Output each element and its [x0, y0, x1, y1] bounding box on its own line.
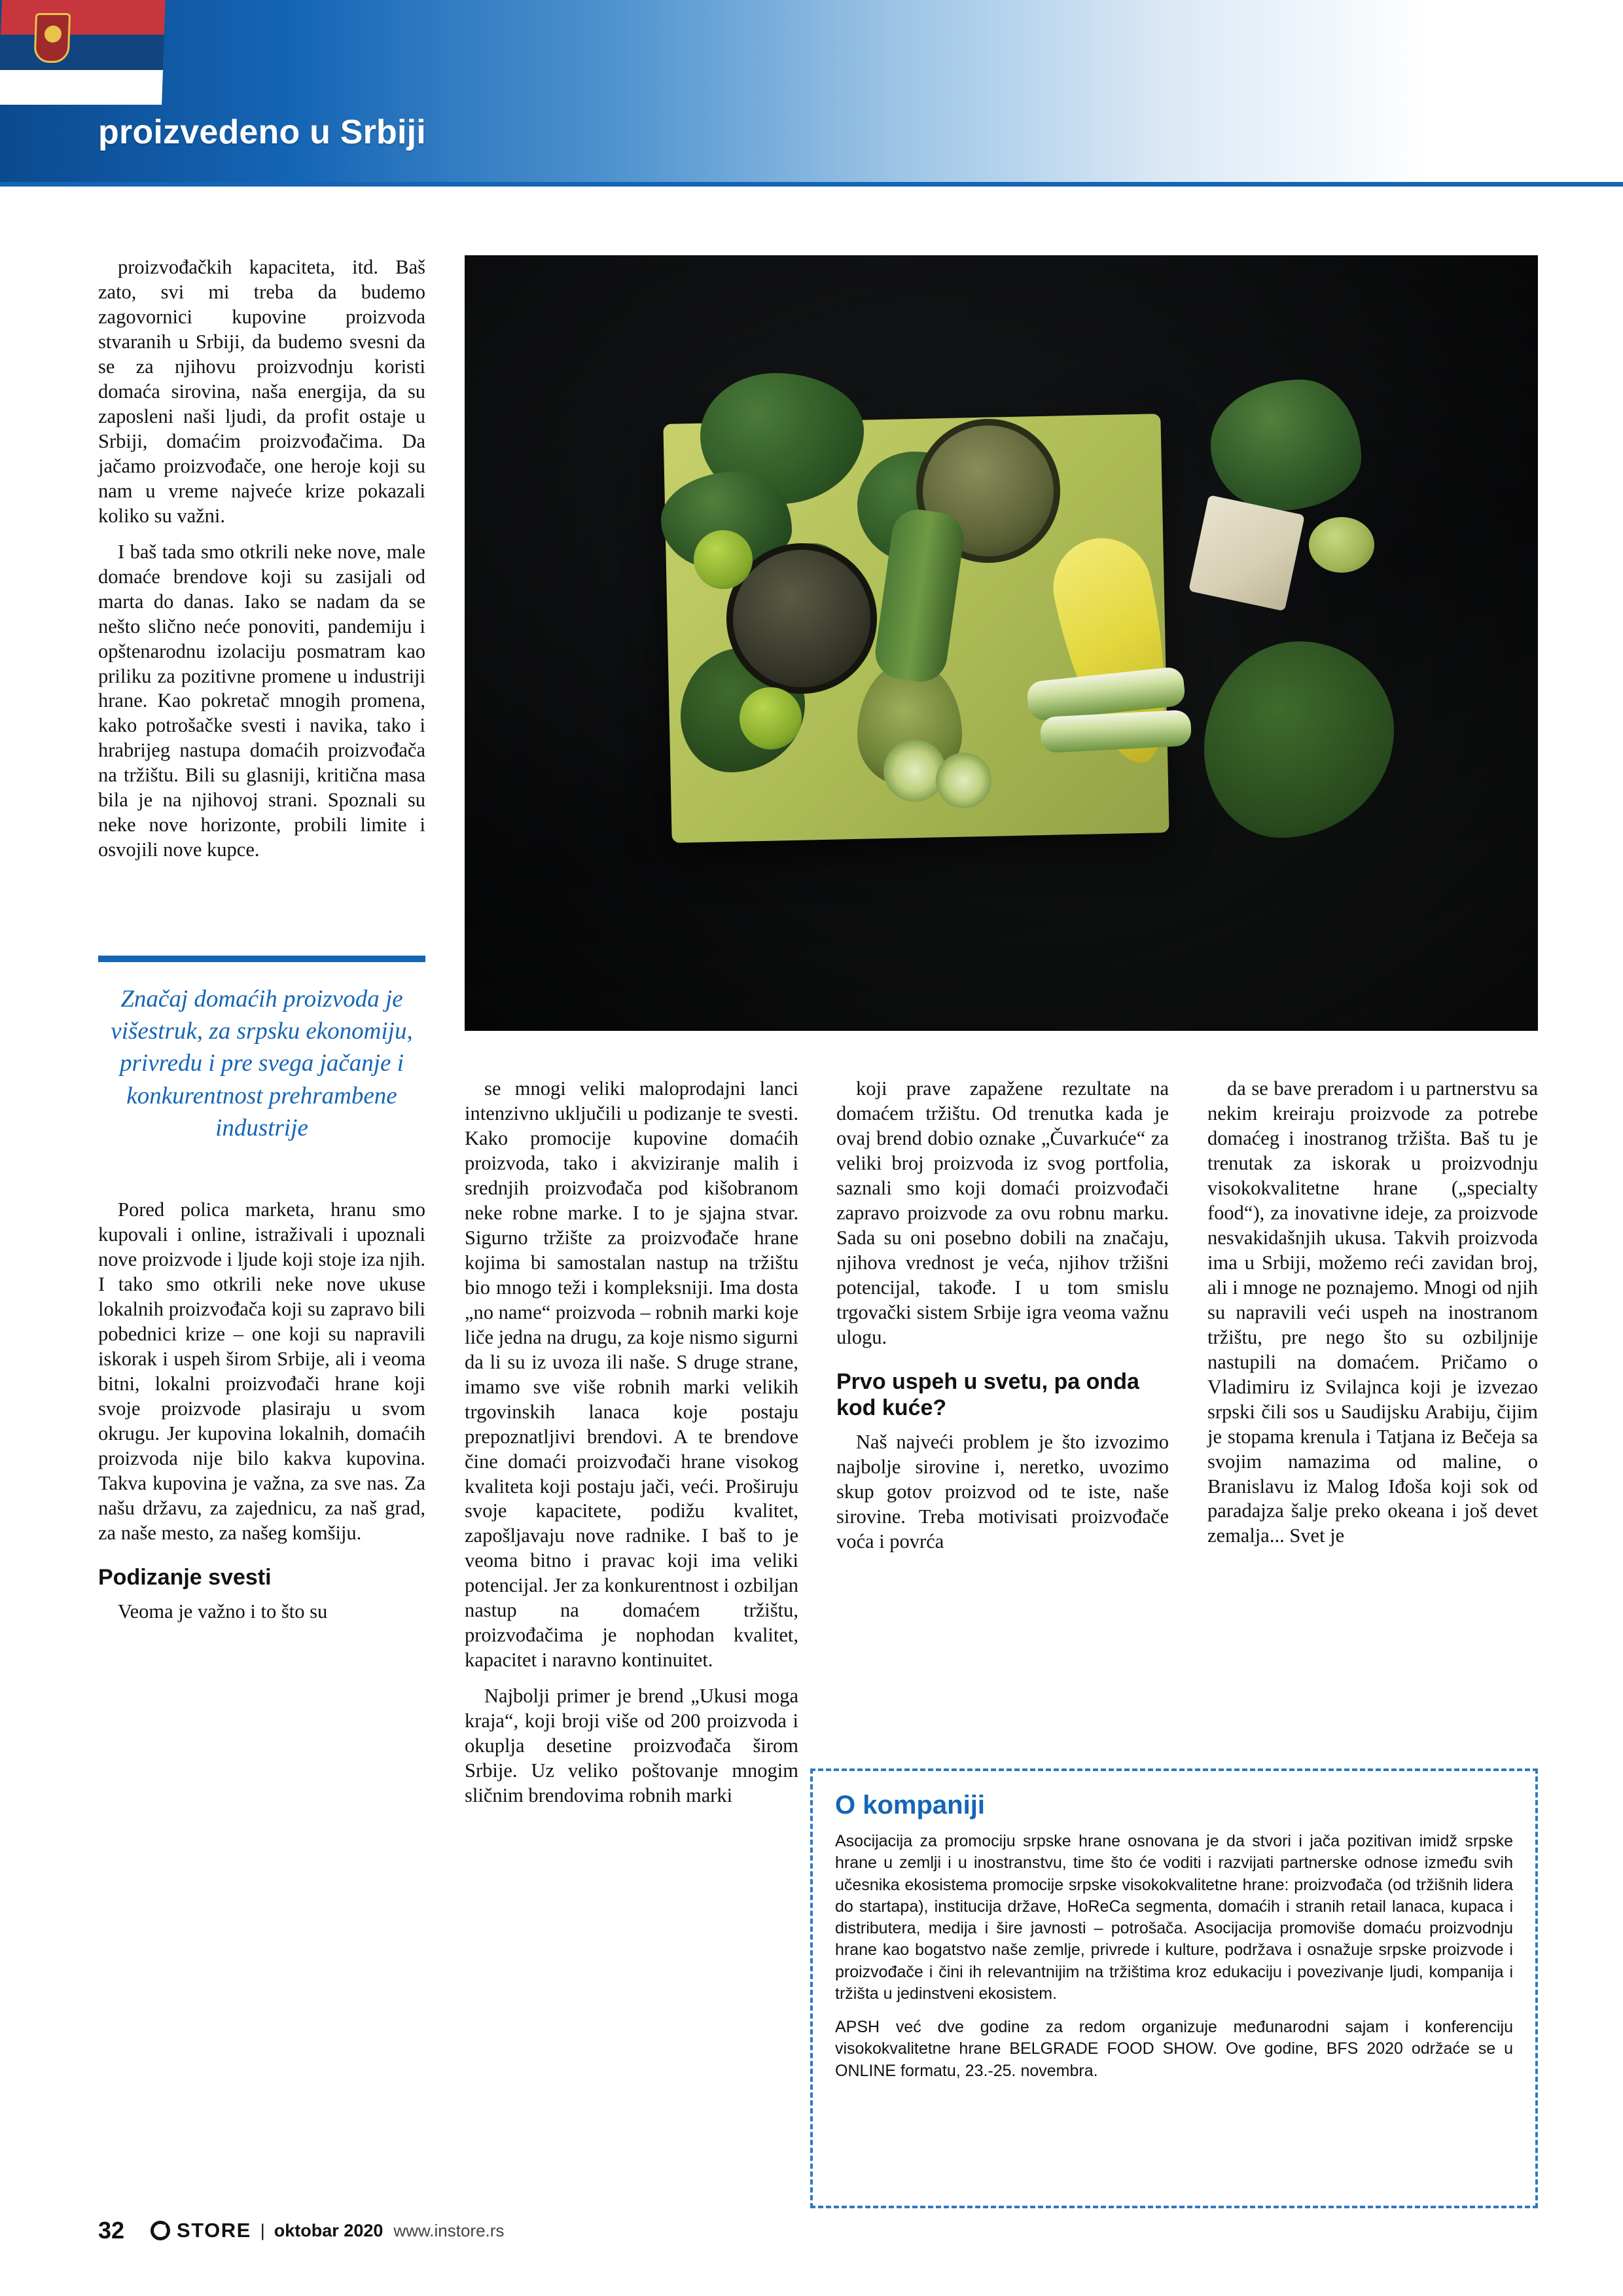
column-one-continued: [98, 1198, 425, 1624]
column-four: [1207, 1077, 1538, 1549]
footer-separator: |: [260, 2220, 265, 2240]
page-number: 32: [98, 2217, 125, 2244]
column-one: [98, 255, 425, 863]
paragraph: Pored polica marketa, hranu smo kupovali i online, istraživali i upoznali nove proizvode i ljude koji stoje iza njih. I tako smo otkrili neke nove ukuse lokalnih proizvođača koji su zapravo bili pobednici krize – one koji su napravili iskorak i uspeh širom Srbije, ali i veoma bitni, lokalni proizvođači hrane koji svoje proizvode plasiraju u svom okrugu. Jer kupovina lokalnih, domaćih proizvoda nije bilo kakva kupovina. Takva kupovina je važna, za sve nas. Za našu državu, za zajednicu, za naš grad, za naše mesto, za našeg komšiju.: [98, 1198, 425, 1544]
column-two: [465, 1077, 798, 1808]
paragraph: se mnogi veliki maloprodajni lanci intenzivno uključili u podizanje te svesti. Kako promocije kupovine domaćih proizvoda, tako i akviziranje malih i srednjih proizvođača pod kišobranom neke robne marke. I to je sjajna stvar. Sigurno tržište za proizvođače hrane kojima bi samostalan nastup na tržištu bio mnogo teži i kompleksniji. Ima dosta „no name“ proizvoda – robnih marki koje liče jedna na drugu, za koje nismo sigurni da li su iz uvoza ili naše. S druge strane, imamo sve više robnih marki velikih trgovinskih lanaca koje postaju prepoznatljivi brendovi. A te brendove čine domaći proizvođači hrane visokog kvaliteta koji postaju jači, veći. Proširuju svoje kapacitete, podižu kvalitet, zapošljavaju nove radnike. I baš to je veoma bitno i pravac koji ima veliki potencijal. Jer za konkurentnost i ozbiljan nastup na domaćem tržištu, proizvođačima je nophodan kvalitet, kapacitet i naravno kontinuitet.: [465, 1077, 798, 1672]
paragraph: I baš tada smo otkrili neke nove, male domaće brendove koji su zasijali od marta do danas. Iako se nadam da se nešto slično neće ponoviti, pandemiju i opštenarodnu izolaciju posmatram kao priliku za pozitivne promene u industriji hrane. Kao pokretač mnogih promena, kako potrošačke svesti i navika, tako i hrabrijeg nastupa domaćih proizvođača na tržištu. Bili su glasniji, kritična masa bila je na njihovoj strani. Spoznali su neke nove horizonte, probili limite i osvojili nove kupce.: [98, 540, 425, 861]
instore-logo-icon: [151, 2221, 170, 2240]
company-box-paragraph: APSH već dve godine za redom organizuje međunarodni sajam i konferenciju visokokvalitetne hrane BELGRADE FOOD SHOW. Ove godine, BFS 2020 održaće se u ONLINE formatu, 23.-25. novembra.: [835, 2018, 1513, 2080]
company-info-box: [810, 1768, 1538, 2208]
article-photo: [465, 255, 1538, 1031]
column-three: [836, 1077, 1169, 1554]
subheading-podizanje-svesti: Podizanje svesti: [98, 1564, 272, 1590]
paragraph: Veoma je važno i to što su: [118, 1600, 328, 1623]
page-footer: [98, 2211, 1538, 2250]
pullquote: Značaj domaćih proizvoda je višestruk, za srpsku ekonomiju, privredu i pre svega jačanje i konkurentnost prehrambene industrije: [111, 986, 413, 1141]
pullquote-rule: [98, 956, 425, 962]
paragraph: Naš najveći problem je što izvozimo najbolje sirovine i, neretko, uvozimo skup gotov proizvod od te iste, naše sirovine. Treba motivisati proizvođače voća i povrća: [836, 1430, 1169, 1552]
serbia-flag-icon: [0, 0, 166, 105]
paragraph: da se bave preradom i u partnerstvu sa nekim kreiraju proizvode za potrebe domaćeg i inostranog tržišta. Baš tu je trenutak za iskorak u proizvodnju visokokvalitetne hrane („specialty food“), za inovativne ideje, za proizvode nesvakidašnjih ukusa. Takvih proizvoda ima u Srbiji, možemo reći zavidan broj, ali i mnoge ne poznajemo. Mnogi od njih su napravili veći uspeh na inostranom tržištu, pre nego što su ozbiljnije nastupili na domaćem. Pričamo o Vladimiru iz Svilajnca koji je izvezao srpski čili sos u Saudijsku Arabiju, čijim je stopama krenula i Tatjana iz Bečeja sa svojim namazima od maline, o Branislavu iz Malog Iđoša koji sok od paradajza šalje preko okeana i još devet zemalja... Svet je: [1207, 1077, 1538, 1547]
section-title: proizvedeno u Srbiji: [98, 113, 426, 151]
magazine-brand: STORE: [177, 2219, 251, 2242]
company-box-paragraph: Asocijacija za promociju srpske hrane osnovana je da stvori i jača pozitivan imidž srpske hrane u zemlji i u inostranstvu, time što će voditi i razvijati partnerske odnose između svih učesnika ekosistema promocije srpske visokokvalitetne hrane: proizvođača (od tržišnih lidera do startapa), institucija države, HoReCa segmenta, domaćih i stranih retail lanaca, kupaca i distributera, medija i šire javnosti – potrošača. Asocijacija promoviše domaću proizvodnju hrane kao bogatstvo naše zemlje, privrede i kulture, podržava i osnažuje srpske proizvode i proizvođače i čini ih relevantnijim na tržištima kroz edukaciju i povezivanje ljudi, kompanija i tržišta u jedinstveni ekosistem.: [835, 1832, 1513, 2003]
issue-date: oktobar 2020: [274, 2220, 383, 2240]
coat-of-arms-icon: [33, 13, 71, 63]
subheading-prvo-uspeh: Prvo uspeh u svetu, pa onda kod kuće?: [836, 1369, 1139, 1420]
paragraph: Najbolji primer je brend „Ukusi moga kraja“, koji broji više od 200 proizvoda i okuplja desetine proizvođača širom Srbije. Uz veliko poštovanje mnogim sličnim brendovima robnih marki: [465, 1685, 798, 1807]
paragraph: proizvođačkih kapaciteta, itd. Baš zato, svi mi treba da budemo zagovornici kupovine proizvoda stvaranih u Srbiji, da budemo svesni da se za njihovu proizvodnju koristi domaća sirovina, naša energija, da su zaposleni naši ljudi, da profit ostaje u Srbiji, domaćim proizvođačima. Da jačamo proizvođače, one heroje koji su nam u vreme najveće krize pokazali koliko su važni.: [98, 256, 425, 527]
page-header: [0, 0, 1623, 182]
paragraph: koji prave zapažene rezultate na domaćem tržištu. Od trenutka kada je ovaj brend dobio oznake „Čuvarkuće“ za veliki broj proizvoda iz svog portfolia, saznali smo koji domaći proizvođači zapravo proizvode za ovu robnu marku. Sada su oni posebno dobili na značaju, njihova vrednost je veća, njihov tržišni potencijal, takođe. I u tom smislu trgovački sistem Srbije igra veoma važnu ulogu.: [836, 1077, 1169, 1348]
header-gradient-band: [0, 0, 1623, 182]
company-box-title: O kompaniji: [835, 1791, 985, 1820]
header-divider: [0, 182, 1623, 187]
website-url[interactable]: www.instore.rs: [393, 2220, 505, 2240]
